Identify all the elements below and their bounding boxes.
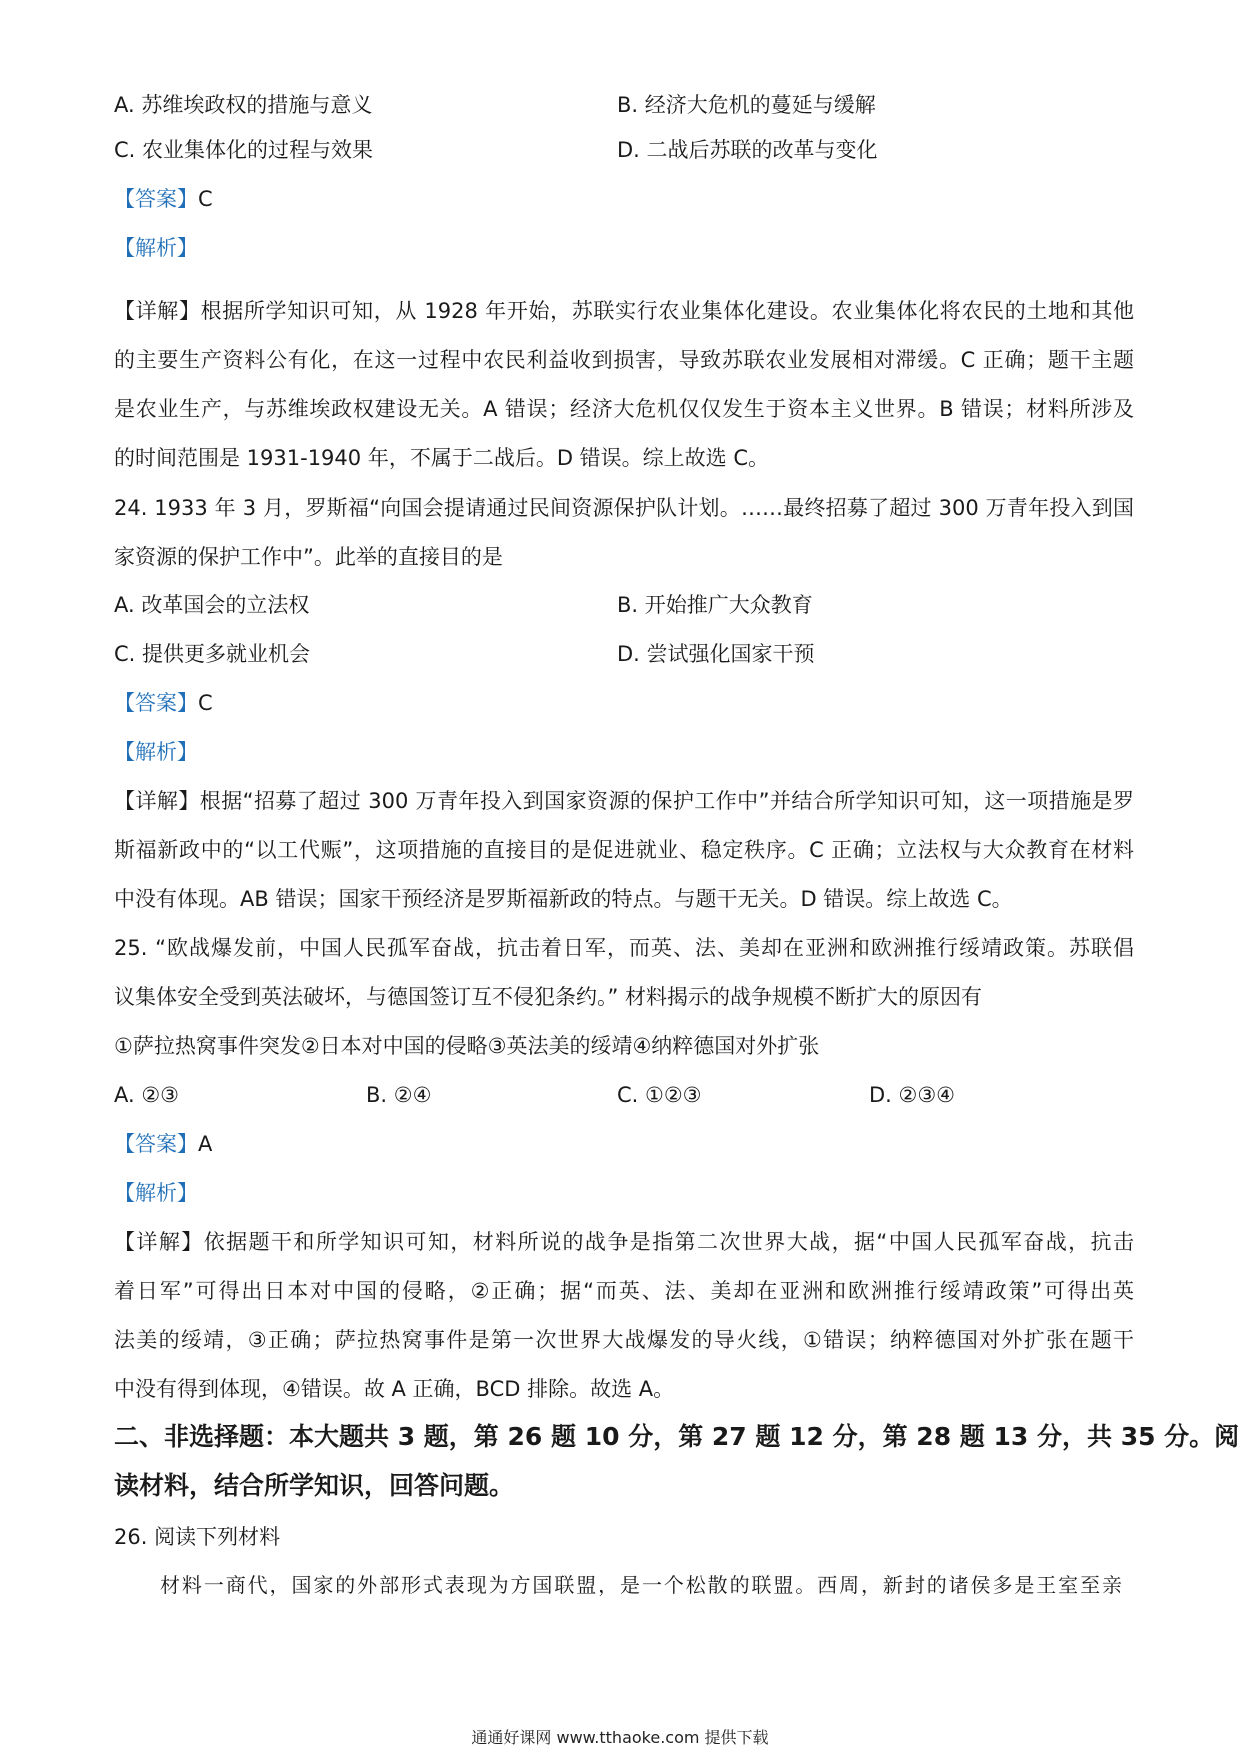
q25-answer bbox=[114, 1129, 1134, 1159]
q23-detail-line: 的主要生产资料公有化，在这一过程中农民利益收到损害，导致苏联农业发展相对滞缓。C 正确；题干主题 bbox=[114, 348, 1134, 372]
q24-stem-line: 24. 1933 年 3 月，罗斯福“向国会提请通过民间资源保护队计划。……最终招募了超过 300 万青年投入到国 bbox=[114, 496, 1134, 520]
q24-detail-line: 【详解】根据“招募了超过 300 万青年投入到国家资源的保护工作中”并结合所学知识可知，这一项措施是罗 bbox=[114, 789, 1134, 813]
q23-detail-line: 是农业生产，与苏维埃政权建设无关。A 错误；经济大危机仅仅发生于资本主义世界。B 错误；材料所涉及 bbox=[114, 397, 1134, 421]
q25-option-a: A. ②③ bbox=[114, 1083, 179, 1107]
q24-option-a: A. 改革国会的立法权 bbox=[114, 593, 310, 617]
q24-answer bbox=[114, 688, 1134, 718]
answer-label: 【答案】 bbox=[114, 1132, 198, 1156]
q25-stem-line: 25. “欧战爆发前，中国人民孤军奋战，抗击着日军，而英、法、美却在亚洲和欧洲推行绥靖政策。苏联倡 bbox=[114, 936, 1134, 960]
q23-option-a: A. 苏维埃政权的措施与意义 bbox=[114, 93, 373, 117]
q23-analysis-label: 【解析】 bbox=[114, 236, 198, 260]
q25-stem-line: ①萨拉热窝事件突发②日本对中国的侵略③英法美的绥靖④纳粹德国对外扩张 bbox=[114, 1034, 820, 1058]
q23-option-b: B. 经济大危机的蔓延与缓解 bbox=[617, 93, 876, 117]
section-heading: 读材料，结合所学知识，回答问题。 bbox=[114, 1471, 515, 1500]
q23-detail-line: 的时间范围是 1931-1940 年，不属于二战后。D 错误。综上故选 C。 bbox=[114, 446, 769, 470]
answer-label: 【答案】 bbox=[114, 187, 198, 211]
answer-value: C bbox=[198, 187, 213, 211]
answer-value: A bbox=[198, 1132, 213, 1156]
answer-label: 【答案】 bbox=[114, 691, 198, 715]
q24-analysis-label: 【解析】 bbox=[114, 740, 198, 764]
q25-detail-line: 中没有得到体现，④错误。故 A 正确，BCD 排除。故选 A。 bbox=[114, 1377, 675, 1401]
q26-material-line: 材料一商代，国家的外部形式表现为方国联盟，是一个松散的联盟。西周，新封的诸侯多是王室至亲 bbox=[160, 1573, 1122, 1597]
q23-detail-line: 【详解】根据所学知识可知，从 1928 年开始，苏联实行农业集体化建设。农业集体化将农民的土地和其他 bbox=[114, 299, 1134, 323]
q24-detail-line: 斯福新政中的“以工代赈”，这项措施的直接目的是促进就业、稳定秩序。C 正确；立法权与大众教育在材料 bbox=[114, 838, 1134, 862]
q25-option-b: B. ②④ bbox=[366, 1083, 432, 1107]
q24-stem-line: 家资源的保护工作中”。此举的直接目的是 bbox=[114, 545, 503, 569]
q24-detail-line: 中没有体现。AB 错误；国家干预经济是罗斯福新政的特点。与题干无关。D 错误。综上故选 C。 bbox=[114, 887, 1013, 911]
q24-option-c: C. 提供更多就业机会 bbox=[114, 642, 311, 666]
q24-option-d: D. 尝试强化国家干预 bbox=[617, 642, 815, 666]
q24-option-b: B. 开始推广大众教育 bbox=[617, 593, 813, 617]
section-heading: 二、非选择题：本大题共 3 题，第 26 题 10 分，第 27 题 12 分，第 28 题 13 分，共 35 分。阅 bbox=[114, 1422, 1240, 1451]
q23-answer bbox=[114, 184, 1134, 214]
page-footer: 通通好课网 www.tthaoke.com 提供下载 bbox=[471, 1728, 769, 1747]
q23-option-c: C. 农业集体化的过程与效果 bbox=[114, 138, 374, 162]
q25-detail-line: 着日军”可得出日本对中国的侵略，②正确；据“而英、法、美却在亚洲和欧洲推行绥靖政策”可得出英 bbox=[114, 1279, 1134, 1303]
q25-detail-line: 【详解】依据题干和所学知识可知，材料所说的战争是指第二次世界大战，据“中国人民孤军奋战，抗击 bbox=[114, 1230, 1134, 1254]
q23-option-d: D. 二战后苏联的改革与变化 bbox=[617, 138, 878, 162]
q25-option-d: D. ②③④ bbox=[869, 1083, 955, 1107]
answer-value: C bbox=[198, 691, 213, 715]
q25-analysis-label: 【解析】 bbox=[114, 1181, 198, 1205]
q25-option-c: C. ①②③ bbox=[617, 1083, 702, 1107]
q26-stem: 26. 阅读下列材料 bbox=[114, 1525, 281, 1549]
q25-detail-line: 法美的绥靖，③正确；萨拉热窝事件是第一次世界大战爆发的导火线，①错误；纳粹德国对外扩张在题干 bbox=[114, 1328, 1134, 1352]
q25-stem-line: 议集体安全受到英法破坏，与德国签订互不侵犯条约。” 材料揭示的战争规模不断扩大的原因有 bbox=[114, 985, 983, 1009]
